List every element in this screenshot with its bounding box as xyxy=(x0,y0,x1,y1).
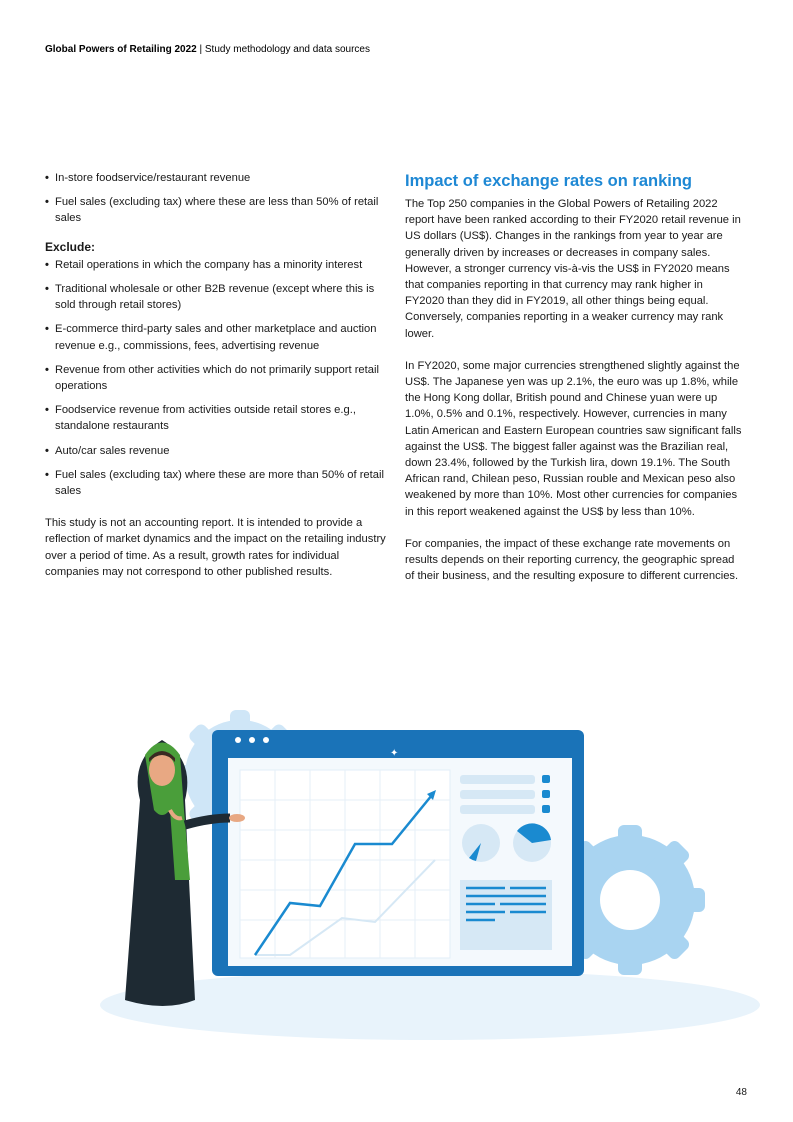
page-number: 48 xyxy=(735,1087,747,1098)
section-heading: Impact of exchange rates on ranking xyxy=(405,172,692,190)
right-column xyxy=(405,170,745,600)
list-item: • Fuel sales (excluding tax) where these are more than 50% of retail sales xyxy=(45,467,390,499)
paragraph: For companies, the impact of these exchange rate movements on results depends on their reporting currency, the geographic spread of their business, and the resulting exposure to different currencies. xyxy=(405,537,739,583)
list-item: • Auto/car sales revenue xyxy=(45,443,390,459)
sparkle-icon: ✦ xyxy=(390,748,399,759)
list-item: • Fuel sales (excluding tax) where these are less than 50% of retail sales xyxy=(45,194,390,226)
toggle-icon xyxy=(542,775,550,783)
list-item: • E-commerce third-party sales and other marketplace and auction revenue e.g., commissions, fees, advertising revenue xyxy=(45,321,390,353)
text-card xyxy=(460,880,552,950)
list-item: • In-store foodservice/restaurant revenue xyxy=(45,170,390,186)
bar-placeholder xyxy=(460,775,535,784)
exclude-heading: Exclude: xyxy=(45,239,96,254)
exclude-list xyxy=(45,257,390,499)
floor-shadow xyxy=(100,970,760,1040)
list-item: • Traditional wholesale or other B2B revenue (except where this is sold through retail stores) xyxy=(45,281,390,313)
bar-placeholder xyxy=(460,790,535,799)
list-item: • Retail operations in which the company has a minority interest xyxy=(45,257,390,273)
toggle-icon xyxy=(542,805,550,813)
section-title: Study methodology and data sources xyxy=(204,44,370,55)
line-chart-graphic xyxy=(240,770,450,958)
left-column xyxy=(45,170,390,596)
include-list xyxy=(45,170,390,227)
toggle-icon xyxy=(542,790,550,798)
running-header xyxy=(45,44,370,55)
window-dot xyxy=(249,737,255,743)
paragraph: The Top 250 companies in the Global Powers of Retailing 2022 report have been ranked according to their FY2020 retail revenue in US dollars (US$). Changes in the rankings from year to year are generally driven by increases or decreases in company sales. However, a stronger currency vis-à-vis the US$ in FY2020 means that companies reporting in that currency may rank higher in FY2020 than they did in FY2019, all other things being equal. Conversely, companies reporting in a weaker currency may rank lower. xyxy=(405,198,741,340)
closing-paragraph: This study is not an accounting report. It is intended to provide a reflection of market dynamics and the impact on the retailing industry over a period of time. As a result, growth rates for individual companies may not correspond to other published results. xyxy=(45,517,386,578)
dashboard-illustration xyxy=(80,700,780,1050)
window-dot xyxy=(235,737,241,743)
header-separator: | xyxy=(199,44,203,55)
paragraph: In FY2020, some major currencies strengthened slightly against the US$. The Japanese yen was up 2.1%, the euro was up 1.8%, while the Hong Kong dollar, British pound and Chinese yuan were up 1.0%, 0.5% and 0.1%, respectively. However, currencies in many Latin American and Eastern European countries saw significant falls against the US$. The biggest faller against was the Brazilian real, down 23.4%, followed by the Turkish lira, down 19.1%. The South African rand, Chilean peso, Russian rouble and Mexican peso also weakened by more than 10%. Most other currencies for companies in this report weakened against the US$ by less than 10%. xyxy=(405,359,742,518)
list-item: • Foodservice revenue from activities outside retail stores e.g., standalone restaurants xyxy=(45,402,390,434)
list-item: • Revenue from other activities which do not primarily support retail operations xyxy=(45,362,390,394)
window-dot xyxy=(263,737,269,743)
bar-placeholder xyxy=(460,805,535,814)
report-title: Global Powers of Retailing 2022 xyxy=(45,44,197,55)
